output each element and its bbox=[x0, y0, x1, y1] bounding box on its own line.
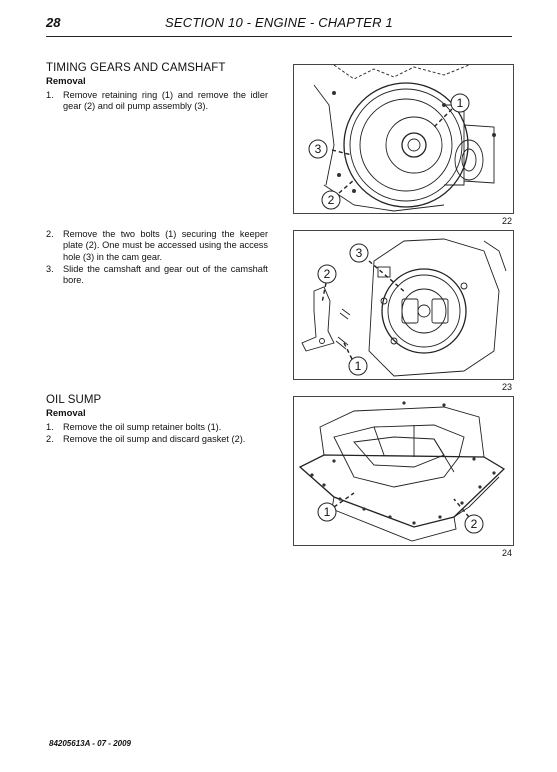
callout-label: 3 bbox=[314, 142, 322, 156]
camshaft-illustration bbox=[294, 231, 513, 379]
oil-sump-heading: OIL SUMP bbox=[46, 394, 102, 406]
oil-sump-section bbox=[46, 394, 268, 447]
list-item bbox=[46, 90, 268, 113]
step-text: Remove the oil sump and discard gasket (2). bbox=[63, 434, 246, 445]
page-number: 28 bbox=[46, 15, 61, 30]
callout-label: 2 bbox=[327, 193, 335, 207]
list-item bbox=[46, 264, 268, 287]
timing-gears-section bbox=[46, 62, 268, 114]
figure-number: 22 bbox=[501, 216, 512, 226]
list-item bbox=[46, 434, 268, 445]
page-header bbox=[46, 14, 512, 37]
callout-label: 2 bbox=[470, 517, 478, 531]
callout-label: 3 bbox=[355, 246, 363, 260]
figure-number: 23 bbox=[501, 382, 512, 392]
callout-label: 1 bbox=[323, 505, 331, 519]
timing-removal-subheading: Removal bbox=[46, 76, 86, 87]
camshaft-steps-section bbox=[46, 229, 268, 287]
section-title: SECTION 10 - ENGINE - CHAPTER 1 bbox=[165, 15, 393, 30]
figure-timing-gear bbox=[293, 64, 514, 214]
timing-steps-list bbox=[46, 90, 268, 113]
step-number: 1. bbox=[46, 422, 54, 432]
step-number: 2. bbox=[46, 229, 54, 239]
timing-gear-illustration bbox=[294, 65, 513, 213]
step-text: Remove the two bolts (1) securing the keeper plate (2). One must be accessed using the access hole (3) in the cam gear. bbox=[63, 229, 268, 262]
list-item bbox=[46, 422, 268, 433]
oil-sump-removal-subheading: Removal bbox=[46, 408, 86, 419]
step-text: Slide the camshaft and gear out of the camshaft bore. bbox=[63, 263, 268, 286]
callout-label: 2 bbox=[323, 267, 331, 281]
callout-label: 1 bbox=[354, 359, 362, 373]
step-number: 2. bbox=[46, 434, 54, 445]
step-text: Remove the oil sump retainer bolts (1). bbox=[63, 422, 222, 432]
callout-label: 1 bbox=[456, 96, 464, 110]
timing-gears-heading: TIMING GEARS AND CAMSHAFT bbox=[46, 62, 226, 74]
figure-number: 24 bbox=[501, 548, 512, 558]
oil-sump-illustration bbox=[294, 397, 513, 545]
step-number: 1. bbox=[46, 90, 54, 100]
figure-camshaft-keeper-plate bbox=[293, 230, 514, 380]
camshaft-steps-list bbox=[46, 229, 268, 286]
step-text: Remove retaining ring (1) and remove the idler gear (2) and oil pump assembly (3). bbox=[63, 90, 268, 112]
list-item bbox=[46, 229, 268, 263]
figure-oil-sump bbox=[293, 396, 514, 546]
document-code: 84205613A - 07 - 2009 bbox=[49, 739, 131, 748]
step-number: 3. bbox=[46, 263, 54, 274]
oil-sump-steps-list bbox=[46, 422, 268, 446]
